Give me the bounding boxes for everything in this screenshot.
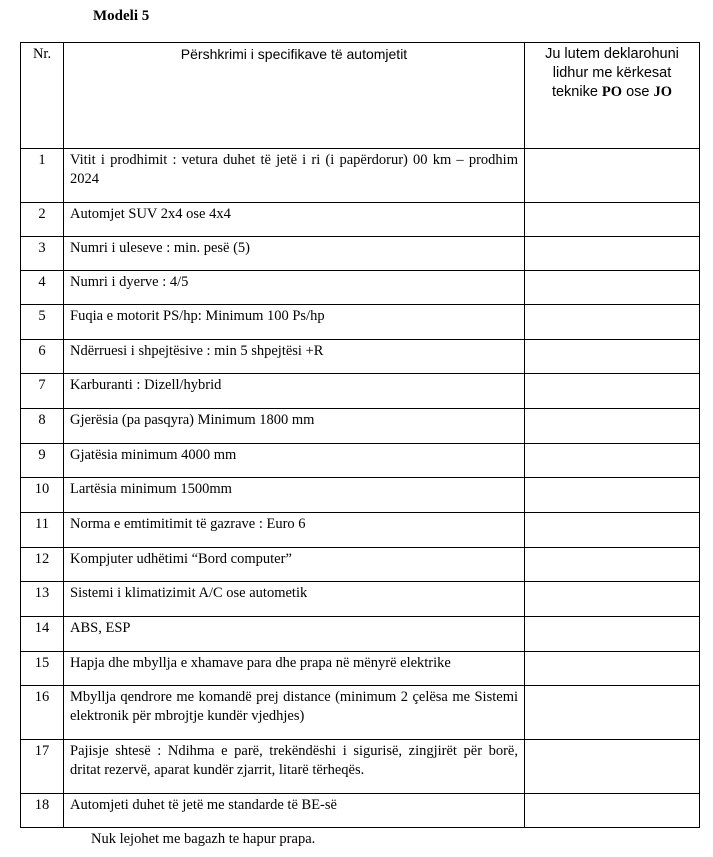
header-ose: ose xyxy=(626,84,650,100)
row-declaration-cell[interactable] xyxy=(525,149,700,203)
table-row xyxy=(21,617,700,652)
table-header-row xyxy=(21,43,700,149)
row-description: Karburanti : Dizell/hybrid xyxy=(64,374,525,409)
table-row xyxy=(21,582,700,617)
row-description: Fuqia e motorit PS/hp: Minimum 100 Ps/hp xyxy=(64,305,525,340)
row-declaration-cell[interactable] xyxy=(525,409,700,444)
header-declaration-text: Ju lutem deklarohuni lidhur me kërkesat teknike xyxy=(545,46,679,100)
row-number: 17 xyxy=(21,740,64,794)
row-declaration-cell[interactable] xyxy=(525,548,700,582)
row-number: 15 xyxy=(21,652,64,686)
row-description: Vitit i prodhimit : vetura duhet të jetë i ri (i papërdorur) 00 km – prodhim 2024 xyxy=(64,149,525,203)
header-jo: JO xyxy=(653,84,673,100)
row-number: 16 xyxy=(21,686,64,740)
table-row xyxy=(21,444,700,478)
header-description: Përshkrimi i specifikave të automjetit xyxy=(64,43,525,149)
table-body xyxy=(21,149,700,828)
table-row xyxy=(21,340,700,374)
row-number: 1 xyxy=(21,149,64,203)
row-number: 9 xyxy=(21,444,64,478)
row-description: ABS, ESP xyxy=(64,617,525,652)
row-description: Numri i dyerve : 4/5 xyxy=(64,271,525,305)
table-row xyxy=(21,513,700,548)
row-declaration-cell[interactable] xyxy=(525,374,700,409)
row-number: 3 xyxy=(21,237,64,271)
header-nr: Nr. xyxy=(21,43,64,149)
row-declaration-cell[interactable] xyxy=(525,794,700,828)
table-row xyxy=(21,548,700,582)
header-declaration xyxy=(525,43,700,149)
row-description: Ndërruesi i shpejtësive : min 5 shpejtësi +R xyxy=(64,340,525,374)
row-description: Gjatësia minimum 4000 mm xyxy=(64,444,525,478)
table-row xyxy=(21,149,700,203)
row-declaration-cell[interactable] xyxy=(525,652,700,686)
row-number: 2 xyxy=(21,203,64,237)
row-description: Hapja dhe mbyllja e xhamave para dhe prapa në mënyrë elektrike xyxy=(64,652,525,686)
row-declaration-cell[interactable] xyxy=(525,740,700,794)
row-declaration-cell[interactable] xyxy=(525,513,700,548)
specifications-table xyxy=(20,42,700,828)
row-number: 18 xyxy=(21,794,64,828)
row-declaration-cell[interactable] xyxy=(525,444,700,478)
header-po: PO xyxy=(601,84,623,100)
table-row xyxy=(21,409,700,444)
row-description: Lartësia minimum 1500mm xyxy=(64,478,525,513)
row-number: 6 xyxy=(21,340,64,374)
row-declaration-cell[interactable] xyxy=(525,237,700,271)
table-row xyxy=(21,740,700,794)
row-description: Automjeti duhet të jetë me standarde të BE-së xyxy=(64,794,525,828)
row-number: 13 xyxy=(21,582,64,617)
row-declaration-cell[interactable] xyxy=(525,340,700,374)
table-row xyxy=(21,478,700,513)
row-description: Pajisje shtesë : Ndihma e parë, trekëndëshi i sigurisë, zingjirët për borë, dritat rezervë, aparat kundër zjarrit, litarë tërheqës. xyxy=(64,740,525,794)
row-description: Kompjuter udhëtimi “Bord computer” xyxy=(64,548,525,582)
row-declaration-cell[interactable] xyxy=(525,478,700,513)
row-number: 4 xyxy=(21,271,64,305)
table-row xyxy=(21,686,700,740)
row-declaration-cell[interactable] xyxy=(525,686,700,740)
row-declaration-cell[interactable] xyxy=(525,203,700,237)
table-row xyxy=(21,271,700,305)
row-description: Sistemi i klimatizimit A/C ose autometik xyxy=(64,582,525,617)
table-row xyxy=(21,794,700,828)
table-row xyxy=(21,237,700,271)
row-number: 8 xyxy=(21,409,64,444)
row-number: 7 xyxy=(21,374,64,409)
row-declaration-cell[interactable] xyxy=(525,617,700,652)
table-row xyxy=(21,374,700,409)
row-number: 12 xyxy=(21,548,64,582)
row-number: 5 xyxy=(21,305,64,340)
row-declaration-cell[interactable] xyxy=(525,305,700,340)
row-description: Norma e emtimitimit të gazrave : Euro 6 xyxy=(64,513,525,548)
row-number: 10 xyxy=(21,478,64,513)
row-description: Gjerësia (pa pasqyra) Minimum 1800 mm xyxy=(64,409,525,444)
row-description: Numri i uleseve : min. pesë (5) xyxy=(64,237,525,271)
table-row xyxy=(21,305,700,340)
row-number: 14 xyxy=(21,617,64,652)
row-declaration-cell[interactable] xyxy=(525,582,700,617)
row-declaration-cell[interactable] xyxy=(525,271,700,305)
document-title: Modeli 5 xyxy=(93,8,150,24)
footer-note: Nuk lejohet me bagazh te hapur prapa. xyxy=(91,831,316,847)
table-row xyxy=(21,652,700,686)
row-number: 11 xyxy=(21,513,64,548)
row-description: Automjet SUV 2x4 ose 4x4 xyxy=(64,203,525,237)
table-row xyxy=(21,203,700,237)
row-description: Mbyllja qendrore me komandë prej distance (minimum 2 çelësa me Sistemi elektronik për mbrojtje kundër vjedhjes) xyxy=(64,686,525,740)
